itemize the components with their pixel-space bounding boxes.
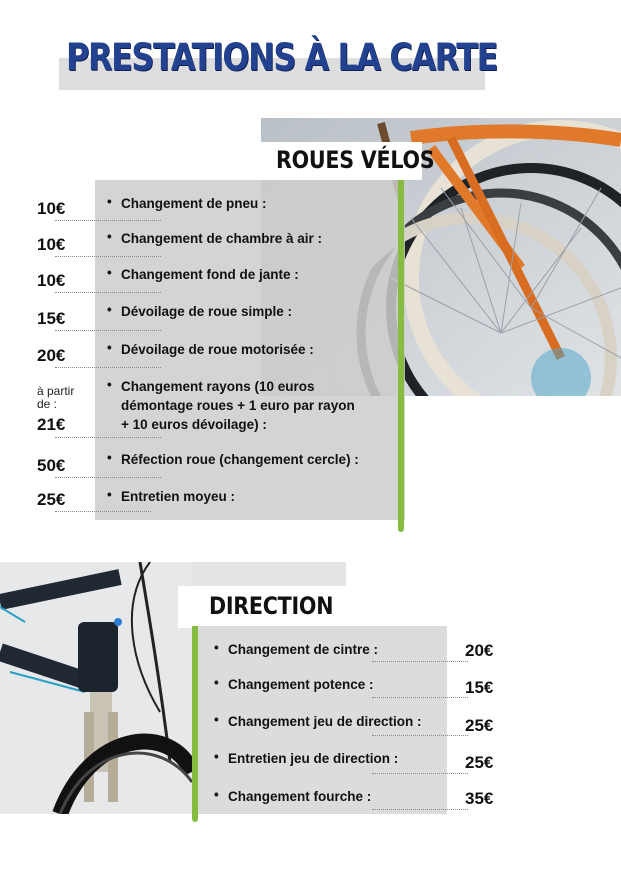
roues-accent-bar (398, 180, 404, 532)
item-rayons-line-3: + 10 euros dévoilage) : (121, 417, 267, 432)
price-cintre: 20€ (465, 641, 494, 660)
item-rayons-line-1: Changement rayons (10 euros (121, 379, 315, 394)
item-moyeu: Entretien moyeu : (121, 489, 236, 504)
direction-section-title: DIRECTION (209, 592, 334, 620)
bicycle-fork-illustration (0, 562, 192, 814)
bullet: • (214, 640, 219, 655)
item-rayons-line-2: démontage roues + 1 euro par rayon (121, 398, 355, 413)
price-devoilage-motorisee: 20€ (37, 346, 66, 365)
price-dots (55, 256, 161, 257)
price-devoilage-simple: 15€ (37, 309, 66, 328)
bullet: • (107, 194, 112, 209)
price-dots (372, 773, 468, 774)
item-pneu: Changement de pneu : (121, 196, 267, 211)
item-devoilage-motorisee: Dévoilage de roue motorisée : (121, 342, 314, 357)
price-dots (372, 697, 468, 698)
bullet: • (214, 712, 219, 727)
price-dots (372, 735, 468, 736)
price-refection: 50€ (37, 456, 66, 475)
price-dots (55, 511, 151, 512)
price-chambre: 10€ (37, 235, 66, 254)
bullet: • (107, 340, 112, 355)
price-dots (55, 330, 161, 331)
bullet: • (107, 487, 112, 502)
price-potence: 15€ (465, 678, 494, 697)
price-dots (55, 220, 161, 221)
item-refection: Réfection roue (changement cercle) : (121, 452, 359, 467)
price-moyeu: 25€ (37, 490, 66, 509)
bullet: • (107, 377, 112, 392)
price-entretien-jeu: 25€ (465, 753, 494, 772)
item-devoilage-simple: Dévoilage de roue simple : (121, 304, 293, 319)
item-fond-jante: Changement fond de jante : (121, 267, 299, 282)
page-title: PRESTATIONS À LA CARTE (66, 36, 497, 79)
bullet: • (214, 787, 219, 802)
price-dots (55, 437, 161, 438)
item-chambre: Changement de chambre à air : (121, 231, 323, 246)
item-fourche: Changement fourche : (228, 789, 372, 804)
price-dots (55, 292, 161, 293)
item-cintre: Changement de cintre : (228, 642, 379, 657)
price-rayons: 21€ (37, 415, 66, 434)
item-potence: Changement potence : (228, 677, 374, 692)
price-dots (55, 477, 161, 478)
price-dots (372, 809, 468, 810)
price-prefix: à partir de : (37, 384, 75, 411)
bullet: • (107, 450, 112, 465)
price-pneu: 10€ (37, 199, 66, 218)
bicycle-fork-photo (0, 562, 192, 814)
direction-accent-bar (192, 626, 198, 822)
bullet: • (214, 749, 219, 764)
roues-section-title: ROUES VÉLOS (276, 146, 435, 174)
price-fond-jante: 10€ (37, 271, 66, 290)
bullet: • (107, 229, 112, 244)
price-fourche: 35€ (465, 789, 494, 808)
price-jeu-direction: 25€ (465, 716, 494, 735)
bullet: • (107, 265, 112, 280)
bullet: • (107, 302, 112, 317)
item-jeu-direction: Changement jeu de direction : (228, 714, 422, 729)
price-dots (372, 661, 468, 662)
bullet: • (214, 675, 219, 690)
item-entretien-jeu: Entretien jeu de direction : (228, 751, 399, 766)
price-dots (55, 367, 161, 368)
